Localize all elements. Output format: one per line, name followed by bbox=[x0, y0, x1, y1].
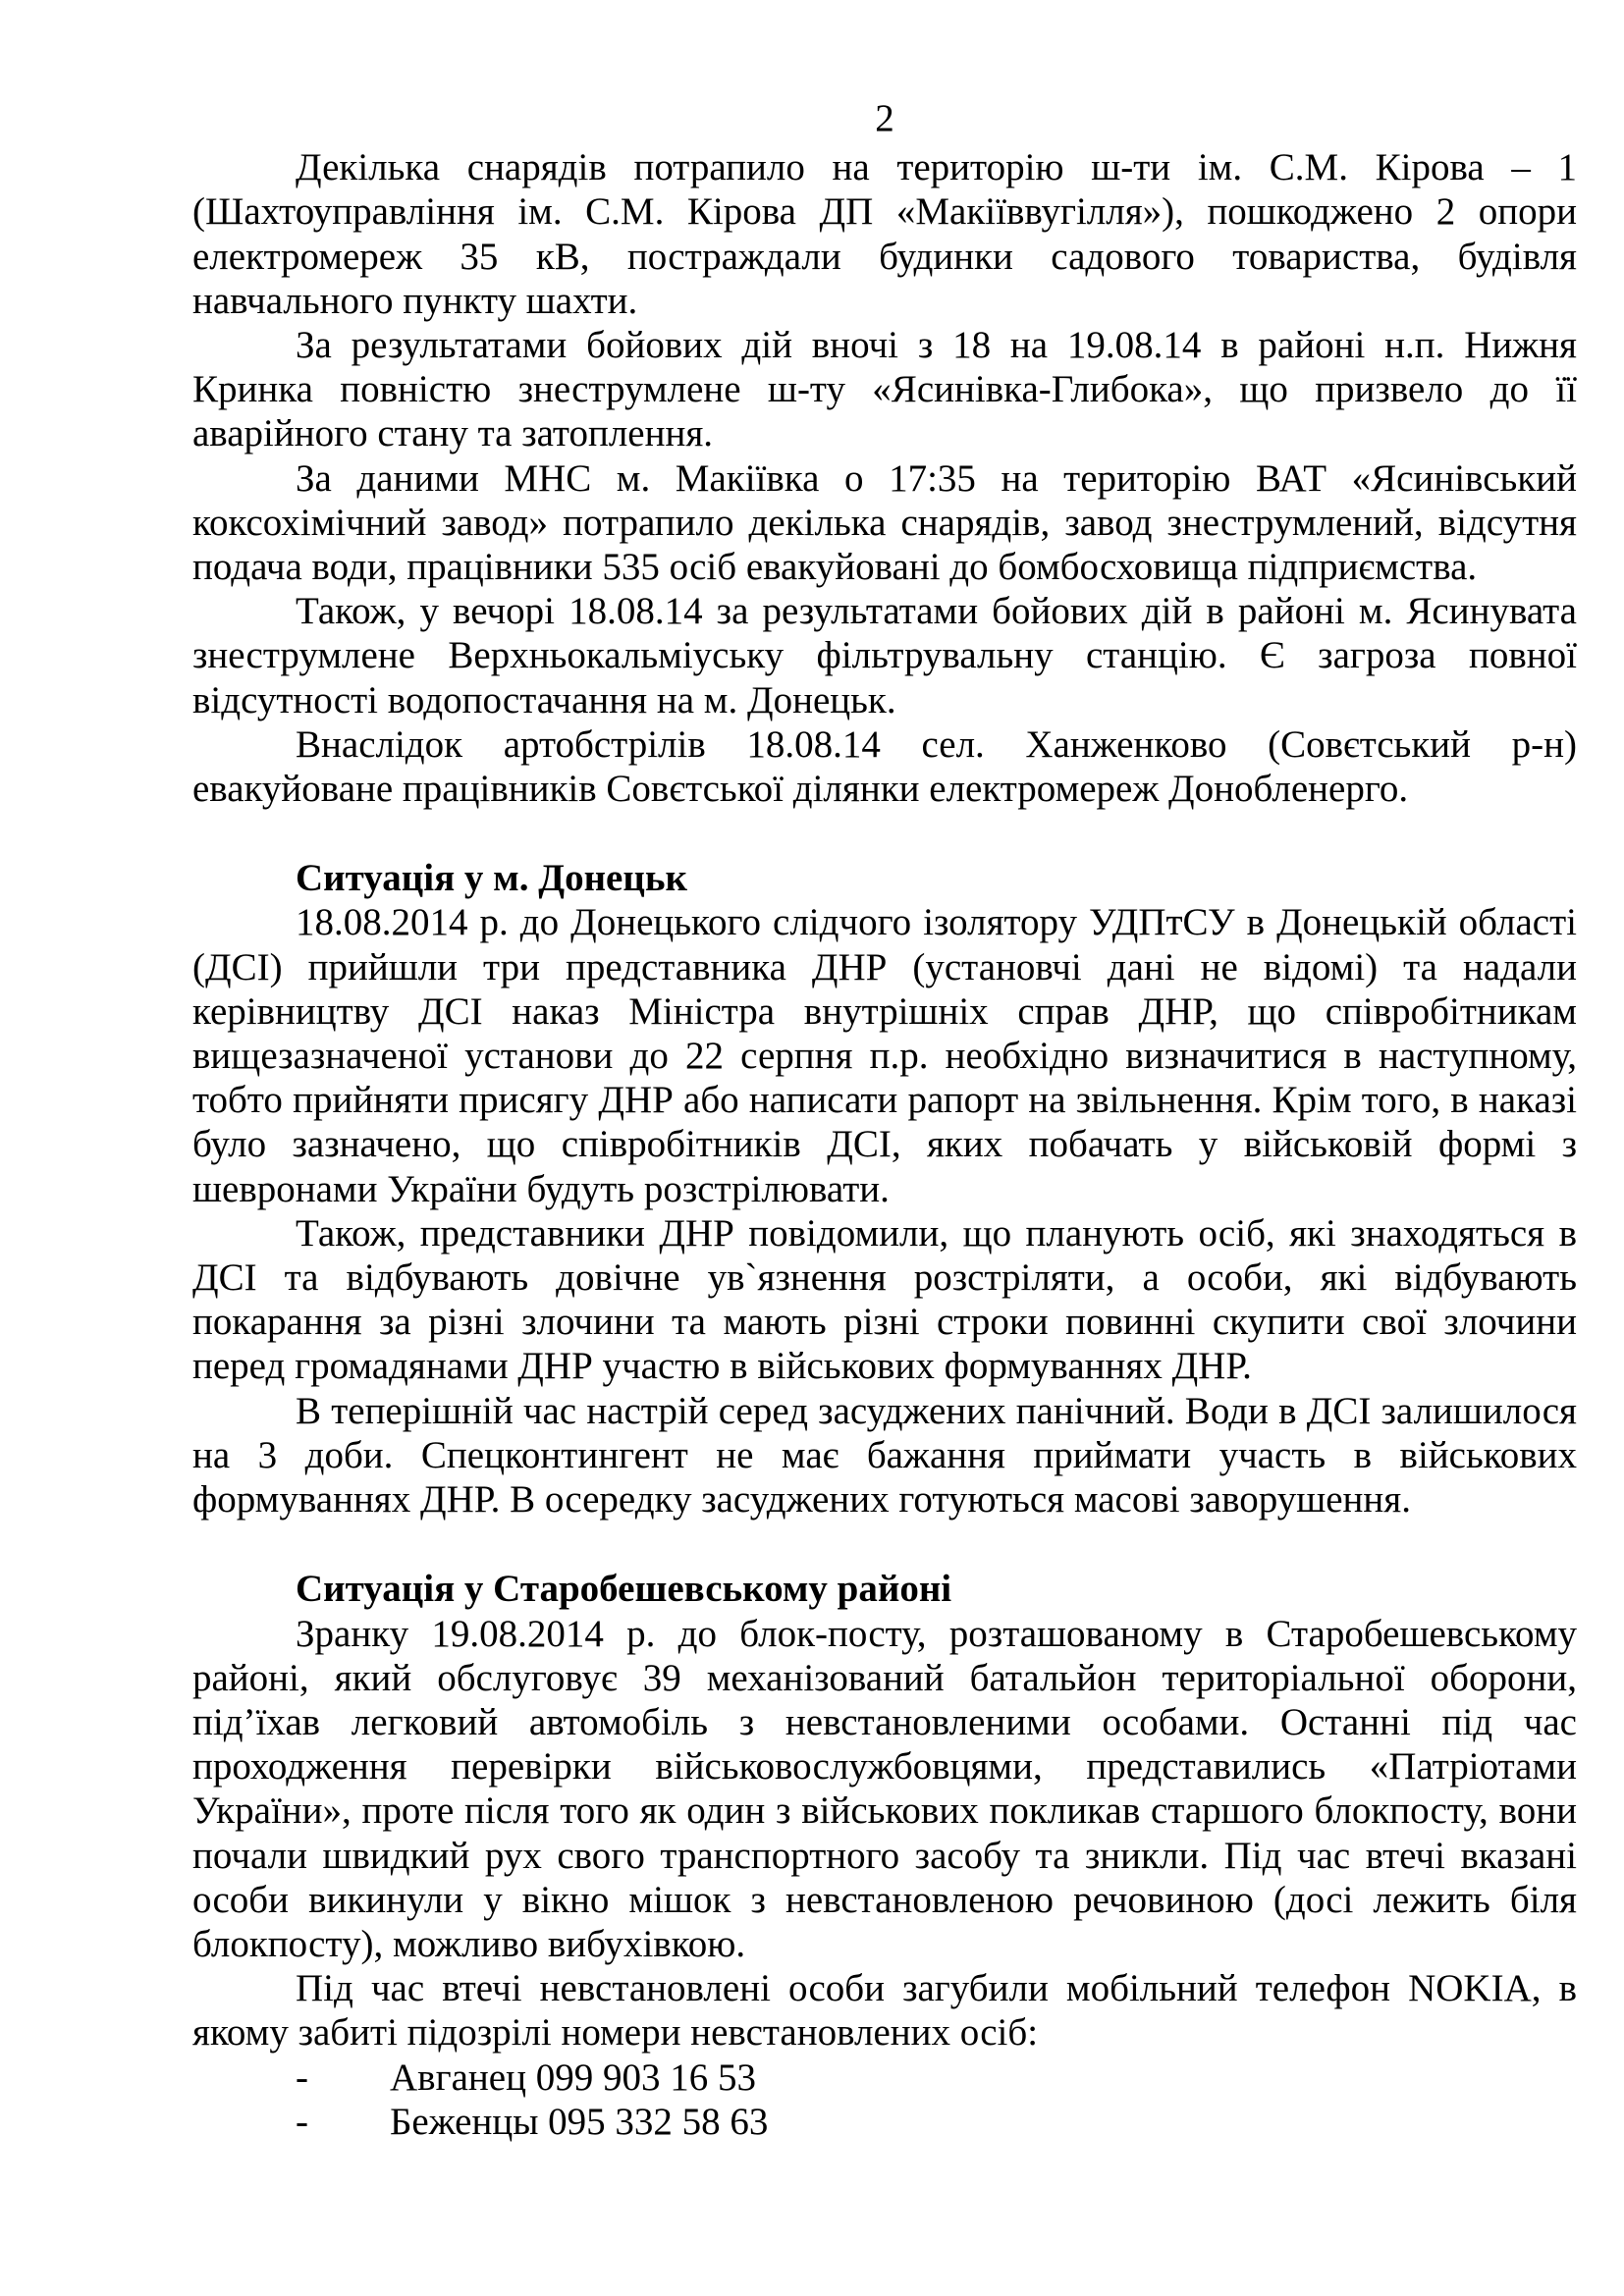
paragraph-yasynivka-mine: За результатами бойових дій вночі з 18 на 19.08.14 в районі н.п. Нижня Кринка повністю знеструмлене ш-ту «Ясинівка-Глибока», що призвело до її аварійного стану та затоплення. bbox=[192, 324, 1577, 455]
list-item-text: Авганец 099 903 16 53 bbox=[390, 2056, 756, 2099]
paragraph-lost-phone: Під час втечі невстановлені особи загубили мобільний телефон NOKIA, в якому забиті підозрілі номери невстановлених осіб: bbox=[192, 1967, 1577, 2055]
paragraph-checkpoint-incident: Зранку 19.08.2014 р. до блок-посту, розташованому в Старобешевському районі, який обслуговує 39 механізований батальйон територіальної оборони, під’їхав легковий автомобіль з невстановленими особами. Останні під час проходження перевірки військовослужбовцями, представились «Патріотами України», проте після того як один з військових покликав старшого блокпосту, вони почали швидкий рух свого транспортного засобу та зникли. Під час втечі вказані особи викинули у вікно мішок з невстановленою речовиною (досі лежить біля блокпосту), можливо вибухівкою. bbox=[192, 1612, 1577, 1965]
paragraph-detention-center-order: 18.08.2014 р. до Донецького слідчого ізолятору УДПтСУ в Донецькій області (ДСІ) прийшли три представника ДНР (установчі дані не відомі) та надали керівництву ДСІ наказ Міністра внутрішніх справ ДНР, що співробітникам вищезазначеної установи до 22 серпня п.р. необхідно визначитися в наступному, тобто прийняти присягу ДНР або написати рапорт на звільнення. Крім того, в наказі було зазначено, що співробітників ДСІ, яких побачать у військовій формі з шевронами України будуть розстрілювати. bbox=[192, 901, 1577, 1210]
section-heading-starobeshevo: Ситуація у Старобешевському районі bbox=[296, 1568, 952, 1611]
paragraph-coke-plant: За даними МНС м. Макіївка о 17:35 на територію ВАТ «Ясинівський коксохімічний завод» потрапило декілька снарядів, завод знеструмлений, відсутня подача води, працівники 535 осіб евакуйовані до бомбосховища підприємства. bbox=[192, 456, 1577, 589]
paragraph-filter-station: Також, у вечорі 18.08.14 за результатами бойових дій в районі м. Ясинувата знеструмлене Верхньокальміуську фільтрувальну станцію. Є загроза повної відсутності водопостачання на м. Донецьк. bbox=[192, 590, 1577, 721]
list-item bbox=[192, 2056, 1577, 2100]
paragraph-kirov-mine: Декілька снарядів потрапило на територію ш-ти ім. С.М. Кірова – 1 (Шахтоуправління ім. С.М. Кірова ДП «Макіїввугілля»), пошкоджено 2 опори електромереж 35 кВ, постраждали будинки садового товариства, будівля навчального пункту шахти. bbox=[192, 146, 1577, 322]
paragraph-khanzhenkovo: Внаслідок артобстрілів 18.08.14 сел. Ханженково (Совєтський р-н) евакуйоване працівників Совєтської ділянки електромереж Донобленерго. bbox=[192, 722, 1577, 811]
list-dash: - bbox=[296, 2056, 308, 2099]
list-item bbox=[192, 2100, 1577, 2144]
page-number: 2 bbox=[875, 97, 894, 139]
paragraph-inmates-mood: В теперішній час настрій серед засуджених панічний. Води в ДСІ залишилося на 3 доби. Спецконтингент не має бажання приймати участь в військових формуваннях ДНР. В осередку засуджених готуються масові заворушення. bbox=[192, 1389, 1577, 1522]
phone-number-list bbox=[192, 2056, 1577, 2144]
document-page bbox=[192, 96, 1577, 2144]
paragraph-dnr-plans: Також, представники ДНР повідомили, що планують осіб, які знаходяться в ДСІ та відбувають довічне ув`язнення розстріляти, а особи, які відбувають покарання за різні злочини та мають різні строки повинні скупити свої злочини перед громадянами ДНР участю в військових формуваннях ДНР. bbox=[192, 1211, 1577, 1388]
list-item-text: Беженцы 095 332 58 63 bbox=[390, 2100, 769, 2143]
section-heading-donetsk: Ситуація у м. Донецьк bbox=[296, 857, 687, 900]
list-dash: - bbox=[296, 2100, 308, 2143]
